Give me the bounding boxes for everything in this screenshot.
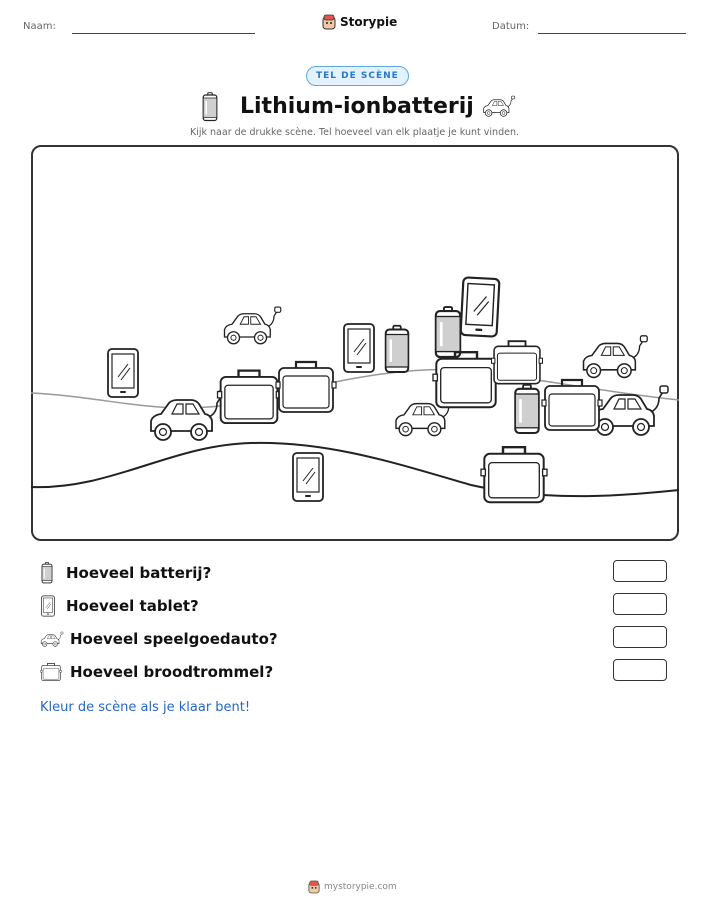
question-row-battery xyxy=(40,562,211,584)
activity-badge: TEL DE SCÈNE xyxy=(306,66,409,86)
answer-box-toy-car[interactable] xyxy=(613,626,667,648)
toy-car-item xyxy=(151,391,226,440)
tablet-item xyxy=(108,349,138,397)
brand-logo xyxy=(322,14,397,30)
date-label: Datum: xyxy=(492,21,530,32)
answer-box-battery[interactable] xyxy=(613,560,667,582)
toy-car-icon xyxy=(40,630,64,648)
lunchbox-item xyxy=(433,352,499,407)
battery-item xyxy=(436,307,460,357)
counting-scene xyxy=(31,145,679,541)
title-battery-icon xyxy=(202,92,218,126)
battery-icon xyxy=(40,562,54,584)
question-row-toy-car xyxy=(40,628,278,650)
question-row-lunchbox xyxy=(40,661,273,683)
battery-item xyxy=(386,326,409,372)
toy-car-item xyxy=(584,336,648,378)
tablet-item xyxy=(461,277,500,336)
name-label: Naam: xyxy=(23,21,56,32)
title-toy-car-icon xyxy=(482,94,516,122)
question-text: Hoeveel batterij? xyxy=(66,564,212,582)
name-field[interactable] xyxy=(72,33,255,34)
lunchbox-item xyxy=(481,447,547,502)
instructions: Kijk naar de drukke scène. Tel hoeveel van elk plaatje je kunt vinden. xyxy=(190,127,519,138)
footer-url[interactable]: mystorypie.com xyxy=(324,882,397,892)
answer-box-tablet[interactable] xyxy=(613,593,667,615)
hill-line-front xyxy=(31,443,679,496)
lunchbox-icon xyxy=(40,661,62,683)
footer-brand xyxy=(308,880,397,894)
lunchbox-item xyxy=(492,341,543,384)
brand-name: Storypie xyxy=(340,15,398,29)
scene-illustration xyxy=(31,145,679,541)
storypie-mascot-icon xyxy=(308,880,320,894)
question-text: Hoeveel broodtrommel? xyxy=(70,663,274,681)
lunchbox-item xyxy=(276,362,336,412)
tablet-item xyxy=(293,453,323,501)
question-text: Hoeveel tablet? xyxy=(66,597,199,615)
coloring-note: Kleur de scène als je klaar bent! xyxy=(40,700,251,715)
tablet-item xyxy=(344,324,374,372)
toy-car-item xyxy=(225,307,281,344)
question-row-tablet xyxy=(40,595,199,617)
answer-box-lunchbox[interactable] xyxy=(613,659,667,681)
lunchbox-item xyxy=(542,380,602,430)
lunchbox-item xyxy=(218,371,281,424)
battery-item xyxy=(515,385,538,433)
question-text: Hoeveel speelgoedauto? xyxy=(70,630,278,648)
date-field[interactable] xyxy=(538,33,686,34)
page-title: Lithium-ionbatterij xyxy=(240,94,474,119)
tablet-icon xyxy=(40,595,56,617)
storypie-mascot-icon xyxy=(322,14,336,30)
